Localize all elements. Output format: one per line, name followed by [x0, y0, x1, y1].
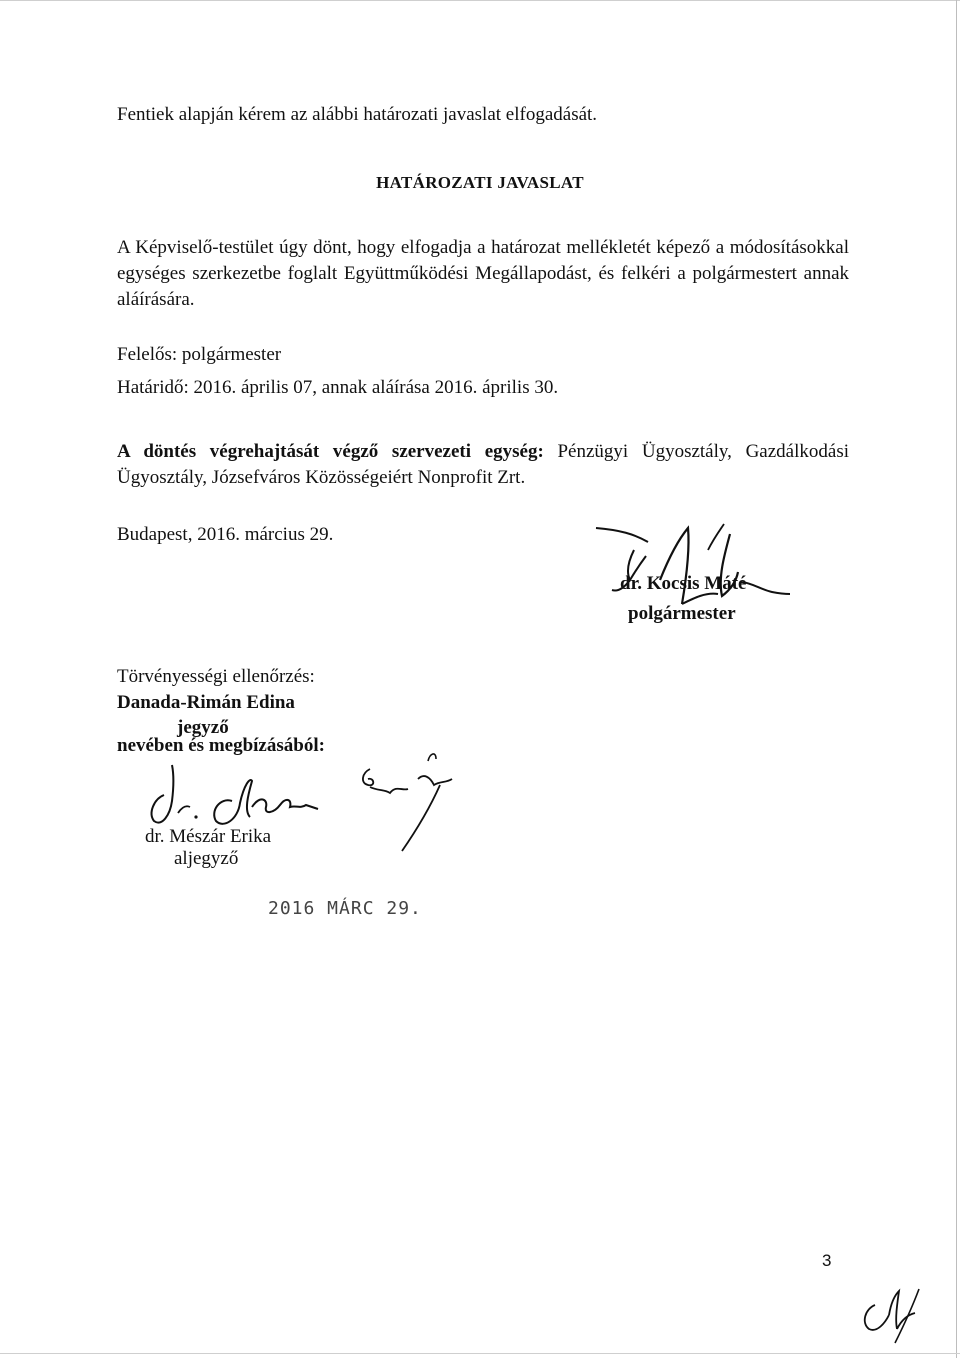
deputy-name: dr. Mészár Erika — [145, 826, 272, 847]
resolution-paragraph: A Képviselő-testület úgy dönt, hogy elfogadja a határozat mellékletét képező a módosításokkal egységes szerkezetbe foglalt Együttműködési Megállapodást, és felkéri a polgármestert annak aláírására. — [117, 237, 849, 310]
page-border-bottom — [0, 1353, 960, 1354]
responsible-line: Felelős: polgármester — [117, 344, 282, 365]
executing-unit-value: Pénzügyi Ügyosztály, Gazdálkodási Ügyosztály, Józsefváros Közösségeiért Nonprofit Zrt. — [117, 441, 849, 488]
executing-unit-label: A döntés végrehajtását végző szervezeti egység: — [117, 441, 544, 462]
received-date-stamp: 2016 MÁRC 29. — [268, 898, 422, 919]
page-border-top — [0, 0, 960, 1]
resolution-heading-text: HATÁROZATI JAVASLAT — [376, 173, 584, 192]
mayor-name: dr. Kocsis Máté — [620, 573, 747, 594]
notary-role: jegyző — [177, 717, 229, 738]
deputy-role: aljegyző — [174, 848, 239, 869]
legal-check-label: Törvényességi ellenőrzés: — [117, 666, 315, 687]
place-date: Budapest, 2016. március 29. — [117, 524, 334, 545]
notary-on-behalf: nevében és megbízásából: — [117, 735, 325, 756]
page-number: 3 — [822, 1251, 832, 1270]
resolution-heading — [0, 173, 960, 193]
initials-signature-icon — [855, 1285, 925, 1345]
notary-name: Danada-Rimán Edina — [117, 692, 295, 713]
executing-unit-paragraph — [117, 439, 849, 491]
page-border-right — [956, 0, 957, 1358]
deadline-line: Határidő: 2016. április 07, annak aláírása 2016. április 30. — [117, 377, 559, 398]
intro-sentence: Fentiek alapján kérem az alábbi határozati javaslat elfogadását. — [117, 104, 598, 125]
mayor-title: polgármester — [628, 603, 736, 624]
